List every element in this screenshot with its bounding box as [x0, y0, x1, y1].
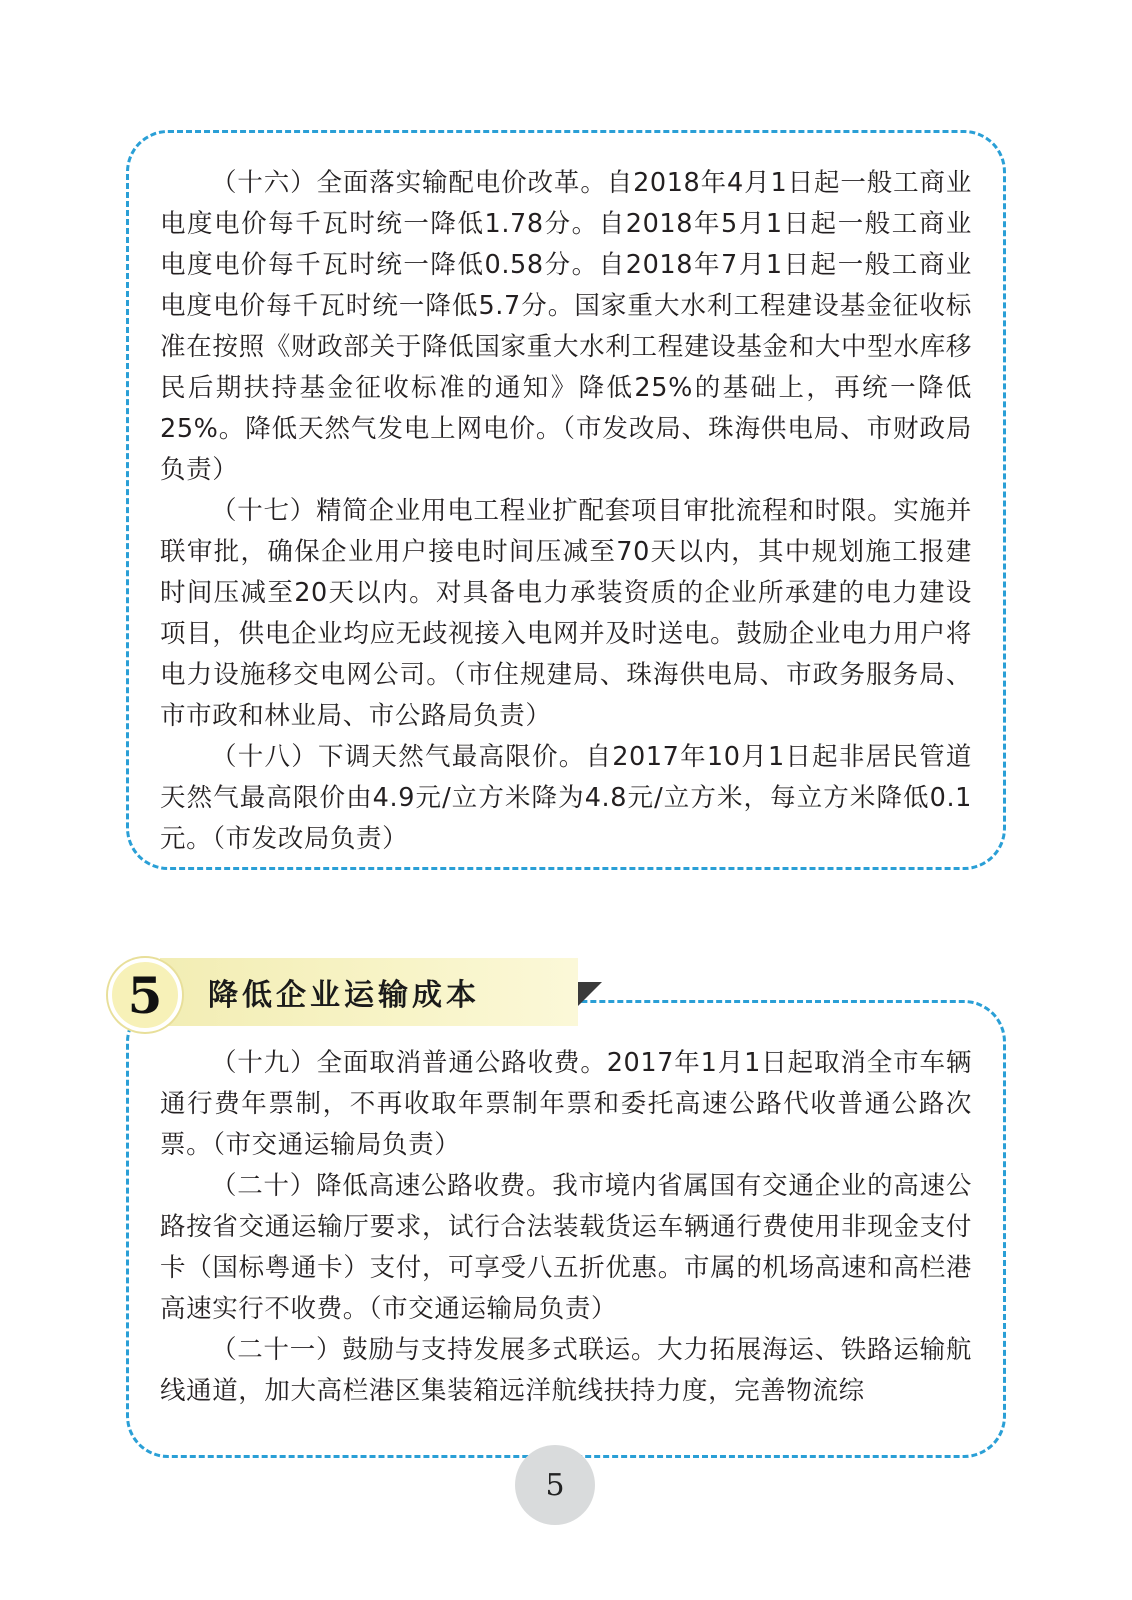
section-title: 降低企业运输成本 [208, 978, 480, 1013]
banner-fold [578, 982, 602, 1006]
paragraph-20: （二十）降低高速公路收费。我市境内省属国有交通企业的高速公路按省交通运输厅要求，试行合法装载货运车辆通行费使用非现金支付卡（国标粤通卡）支付，可享受八五折优惠。市属的机场高速和高栏港高速实行不收费。（市交通运输局负责） [160, 1171, 972, 1324]
paragraph-17: （十七）精简企业用电工程业扩配套项目审批流程和时限。实施并联审批，确保企业用户接电时间压减至70天以内，其中规划施工报建时间压减至20天以内。对具备电力承装资质的企业所承建的电力建设项目，供电企业均应无歧视接入电网并及时送电。鼓励企业电力用户将电力设施移交电网公司。（市住规建局、珠海供电局、市政务服务局、市市政和林业局、市公路局负责） [160, 496, 972, 731]
section-number: 5 [108, 958, 182, 1032]
policy-text-2 [160, 1043, 972, 1412]
page-number: 5 [515, 1445, 595, 1525]
paragraph-16: （十六）全面落实输配电价改革。自2018年4月1日起一般工商业电度电价每千瓦时统一降低1.78分。自2018年5月1日起一般工商业电度电价每千瓦时统一降低0.58分。自2018年7月1日起一般工商业电度电价每千瓦时统一降低5.7分。国家重大水利工程建设基金征收标准在按照《财政部关于降低国家重大水利工程建设基金和大中型水库移民后期扶持基金征收标准的通知》降低25%的基础上，再统一降低25%。降低天然气发电上网电价。（市发改局、珠海供电局、市财政局负责） [160, 168, 972, 485]
paragraph-21: （二十一）鼓励与支持发展多式联运。大力拓展海运、铁路运输航线通道，加大高栏港区集装箱远洋航线扶持力度，完善物流综 [160, 1335, 972, 1406]
section-header [108, 958, 603, 1030]
paragraph-18: （十八）下调天然气最高限价。自2017年10月1日起非居民管道天然气最高限价由4.9元/立方米降为4.8元/立方米，每立方米降低0.1元。（市发改局负责） [160, 742, 972, 854]
paragraph-19: （十九）全面取消普通公路收费。2017年1月1日起取消全市车辆通行费年票制，不再收取年票制年票和委托高速公路代收普通公路次票。（市交通运输局负责） [160, 1048, 972, 1160]
policy-text-1 [160, 163, 972, 860]
